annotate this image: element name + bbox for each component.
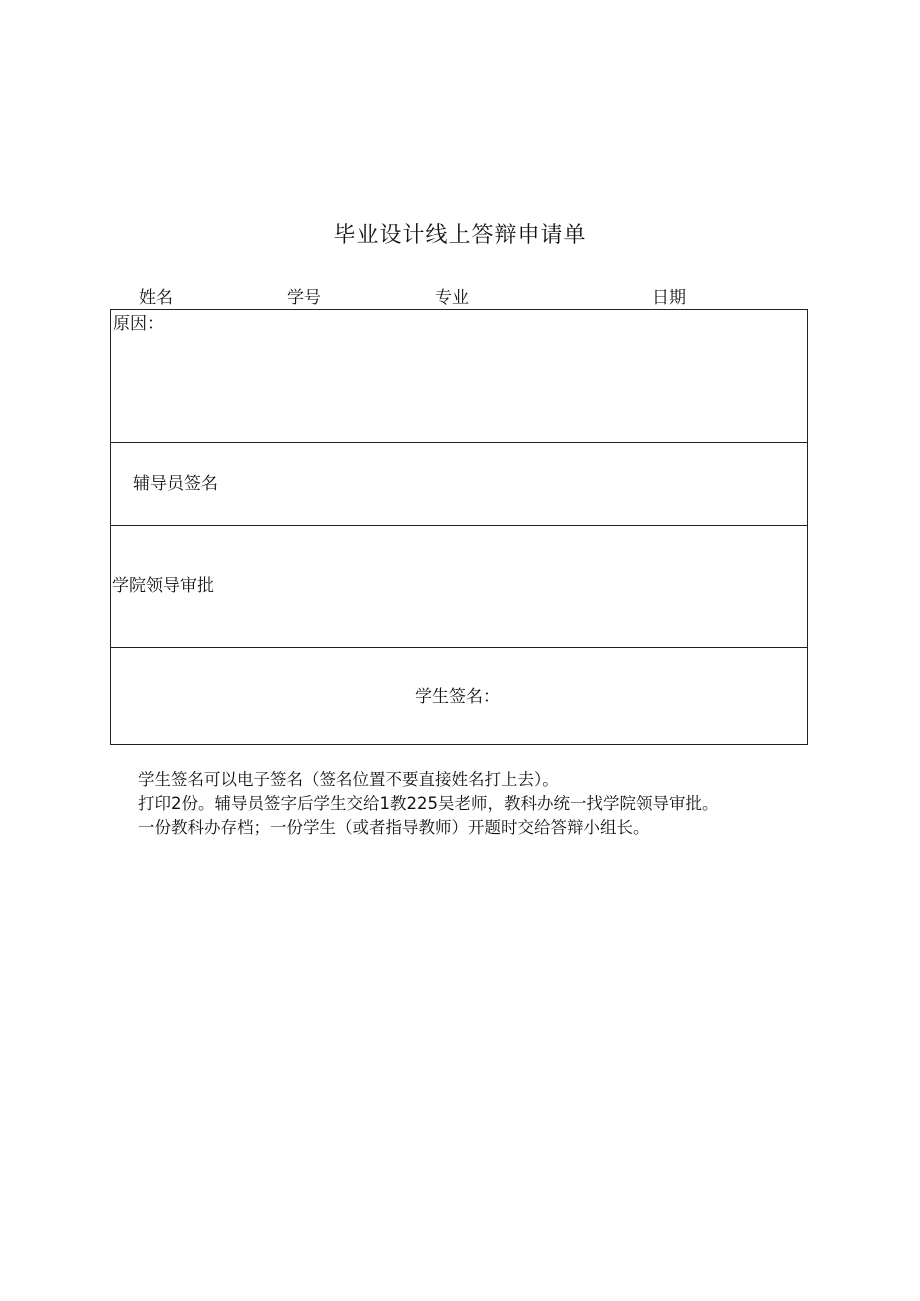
note-line: 一份教科办存档；一份学生（或者指导教师）开题时交给答辩小组长。 — [138, 818, 650, 837]
counselor-signature-row[interactable] — [111, 442, 807, 525]
note-line: 打印2份。辅导员签字后学生交给1教225吴老师，教科办统一找学院领导审批。 — [138, 794, 719, 813]
college-approval-row[interactable] — [111, 525, 807, 647]
page-title: 毕业设计线上答辩申请单 — [333, 223, 587, 248]
name-label: 姓名 — [139, 288, 173, 308]
note-line: 学生签名可以电子签名（签名位置不要直接姓名打上去）。 — [138, 770, 559, 789]
counselor-signature-label: 辅导员签名 — [133, 474, 218, 494]
student-signature-row[interactable] — [111, 647, 807, 744]
reason-row[interactable] — [111, 310, 807, 442]
major-label: 专业 — [435, 288, 469, 308]
notes-section — [138, 768, 719, 840]
reason-label: 原因： — [113, 314, 164, 334]
student-signature-label: 学生签名： — [415, 687, 500, 707]
date-label: 日期 — [652, 288, 686, 308]
college-approval-label: 学院领导审批 — [112, 576, 214, 596]
application-form-table — [110, 309, 808, 745]
student-id-label: 学号 — [287, 288, 321, 308]
